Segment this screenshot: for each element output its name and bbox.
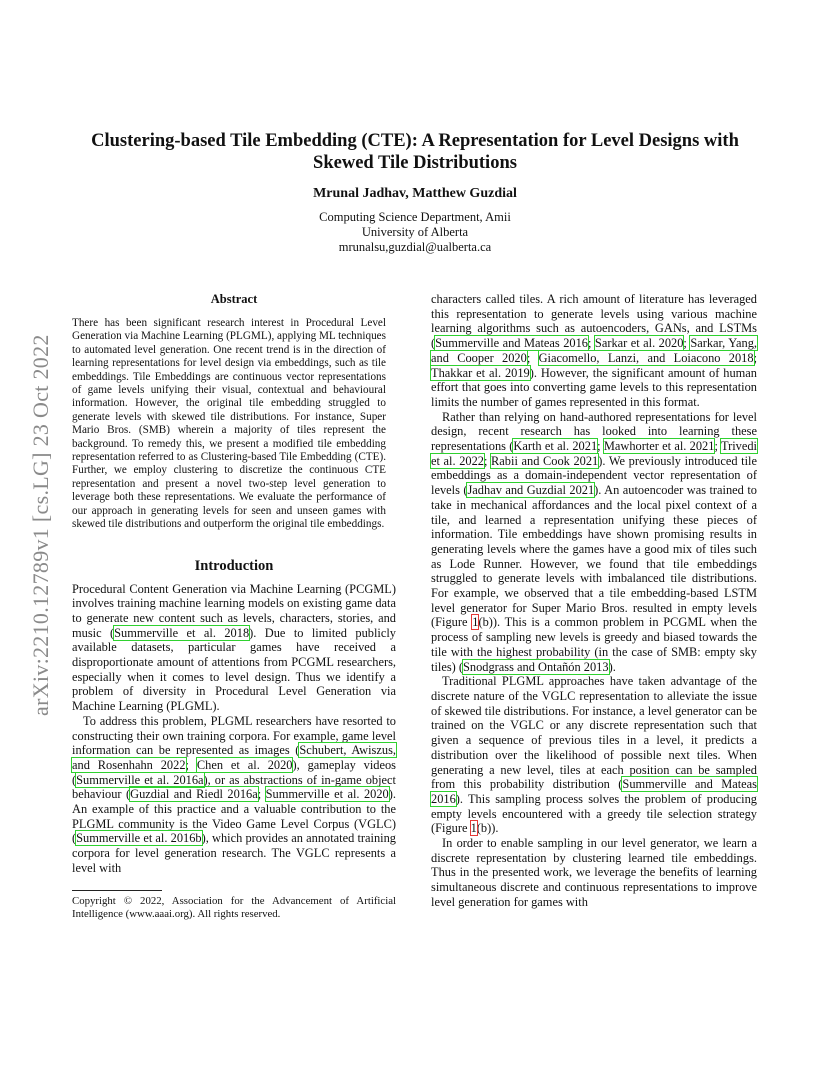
- citation-link[interactable]: Mawhorter et al. 2021: [603, 439, 715, 454]
- intro-paragraph-1: Procedural Content Generation via Machine Learning (PCGML) involves training machine learning models on existing game data to generate new content such as levels, characters, stories, and music (Summerville et al. 2018). Due to limited publicly available datasets, particular games have received a disproportionate amount of attentions from PCGML researchers, especially when it comes to level design. Thus we identify a problem of diversity in Procedural Level Generation via Machine Learning (PLGML).: [72, 581, 396, 714]
- citation-link[interactable]: Jadhav and Guzdial 2021: [467, 483, 595, 498]
- footnote-divider: [72, 890, 162, 891]
- authors: Mrunal Jadhav, Matthew Guzdial: [313, 186, 517, 201]
- citation-link[interactable]: Sarkar et al. 2020: [594, 336, 684, 351]
- title-line-1: Clustering-based Tile Embedding (CTE): A Representation for Level Designs with: [91, 131, 739, 151]
- citation-link[interactable]: Schubert, Awiszus, and Rosenhahn 2022: [72, 743, 396, 772]
- paper-header: [72, 130, 758, 255]
- introduction-heading: Introduction: [194, 557, 274, 574]
- citation-link[interactable]: Giacomello, Lanzi, and Loiacono 2018: [538, 350, 754, 365]
- citation-link[interactable]: Rabii and Cook 2021: [491, 453, 599, 468]
- citation-link[interactable]: Karth et al. 2021: [513, 439, 598, 454]
- body-paragraph-3: Traditional PLGML approaches have taken advantage of the discrete nature of the VGLC representation to alleviate the issue of skewed tile distributions. For instance, a level generator can be trained on the VGLC or any discrete representation such that given a sequence of previous tiles in a level, it predicts a distribution over the likelihood of possible next tiles. When generating a new level, tiles at each position can be sampled from this probability distribution (Summerville and Mateas 2016). This sampling process solves the problem of producing empty levels encountered with a greedy tile selection strategy (Figure 1(b)).: [431, 674, 757, 836]
- citation-link[interactable]: Snodgrass and Ontañón 2013: [463, 659, 609, 674]
- citation-link[interactable]: Trivedi et al. 2022: [431, 439, 757, 468]
- affiliation-department: Computing Science Department, Amii: [319, 210, 511, 224]
- abstract-text: There has been significant research interest in Procedural Level Generation via Machine Learning (PLGML), applying ML techniques to automated level generation. One recent trend is in the direction of learning representations for level design via embeddings, such as tile embeddings. Tile Embeddings are continuous vector representations of game levels unifying their visual, contextual and behavioural information. However, the original tile embedding struggled to generate levels with skewed tile distributions. For instance, Super Mario Bros. (SMB) wherein a majority of tiles represent the background. To remedy this, we present a modified tile embedding representation referred to as Clustering-based Tile Embedding (CTE). Further, we employ clustering to discretize the continuous CTE representation and present a novel two-step level generation to leverage both these representations. We evaluate the performance of our approach in generating levels for seen and unseen games with skewed tile distributions and outperform the original tile embeddings.: [72, 317, 386, 531]
- abstract-heading: Abstract: [210, 292, 258, 306]
- citation-link[interactable]: Summerville et al. 2016a: [76, 772, 204, 787]
- arxiv-identifier-stamp: arXiv:2210.12789v1 [cs.LG] 23 Oct 2022: [28, 334, 53, 716]
- paper-title: [72, 130, 758, 174]
- copyright-footnote: Copyright © 2022, Association for the Advancement of Artificial Intelligence (www.aaai.org). All rights reserved.: [72, 894, 396, 920]
- title-line-2: Skewed Tile Distributions: [313, 153, 517, 173]
- citation-link[interactable]: Thakkar et al. 2019: [431, 365, 530, 380]
- citation-link[interactable]: Summerville et al. 2016b: [76, 831, 202, 846]
- figure-reference-link[interactable]: 1: [470, 821, 477, 836]
- body-paragraph-4: In order to enable sampling in our level generator, we learn a discrete representation by clustering learned tile embeddings. Thus in the presented work, we leverage the benefits of learning simultaneous discrete and continuous representations to improve level generation for games with: [431, 836, 757, 909]
- affiliation: [72, 210, 758, 255]
- citation-link[interactable]: Summerville and Mateas 2016: [435, 336, 588, 351]
- citation-link[interactable]: Summerville et al. 2020: [265, 787, 389, 802]
- affiliation-university: University of Alberta: [361, 225, 469, 239]
- citation-link[interactable]: Guzdial and Riedl 2016a: [130, 787, 258, 802]
- right-column: [431, 292, 757, 910]
- citation-link[interactable]: Sarkar, Yang, and Cooper 2020: [431, 336, 757, 365]
- affiliation-email: mrunalsu,guzdial@ualberta.ca: [338, 240, 492, 254]
- left-column: [72, 292, 396, 921]
- body-paragraph-1: characters called tiles. A rich amount of literature has leveraged this representation to generate levels using various machine learning algorithms such as autoencoders, GANs, and LSTMs (Summerville and Mateas 2016; Sarkar et al. 2020; Sarkar, Yang, and Cooper 2020; Giacomello, Lanzi, and Loiacono 2018; Thakkar et al. 2019). However, the significant amount of human effort that goes into converting game levels to this representation limits the number of games represented in this format.: [431, 292, 758, 409]
- body-paragraph-2: Rather than relying on hand-authored representations for level design, recent research has looked into learning these representations (Karth et al. 2021; Mawhorter et al. 2021; Trivedi et al. 2022; Rabii and Cook 2021). We previously introduced tile embeddings as a domain-independent vector representation of levels (Jadhav and Guzdial 2021). An autoencoder was trained to take in mechanical affordances and the local pixel context of a tile, and learned a representation unifying these pieces of information. Tile embeddings have shown promising results in generating levels where the games have a good mix of tiles such as Lode Runner. However, we found that tile embeddings struggled to generate levels with imbalanced tile distributions. For example, we observed that a tile embedding-based LSTM level generator for Super Mario Bros. resulted in empty levels (Figure 1(b)). This is a common problem in PCGML when the process of sampling new levels is greedy and biased towards the tile with the highest probability (in the case of SMB: empty sky tiles) (Snodgrass and Ontañón 2013).: [431, 409, 757, 674]
- citation-link[interactable]: Summerville and Mateas 2016: [431, 777, 757, 806]
- citation-link[interactable]: Chen et al. 2020: [196, 757, 293, 772]
- figure-reference-link[interactable]: 1: [472, 615, 479, 630]
- citation-link[interactable]: Summerville et al. 2018: [114, 625, 250, 640]
- intro-paragraph-2: To address this problem, PLGML researchers have resorted to constructing their own training corpora. For example, game level information can be represented as images (Schubert, Awiszus, and Rosenhahn 2022; Chen et al. 2020), gameplay videos (Summerville et al. 2016a), or as abstractions of in-game object behaviour (Guzdial and Riedl 2016a; Summerville et al. 2020). An example of this practice and a valuable contribution to the PLGML community is the Video Game Level Corpus (VGLC) (Summerville et al. 2016b), which provides an annotated training corpora for level generation research. The VGLC represents a level with: [72, 713, 397, 875]
